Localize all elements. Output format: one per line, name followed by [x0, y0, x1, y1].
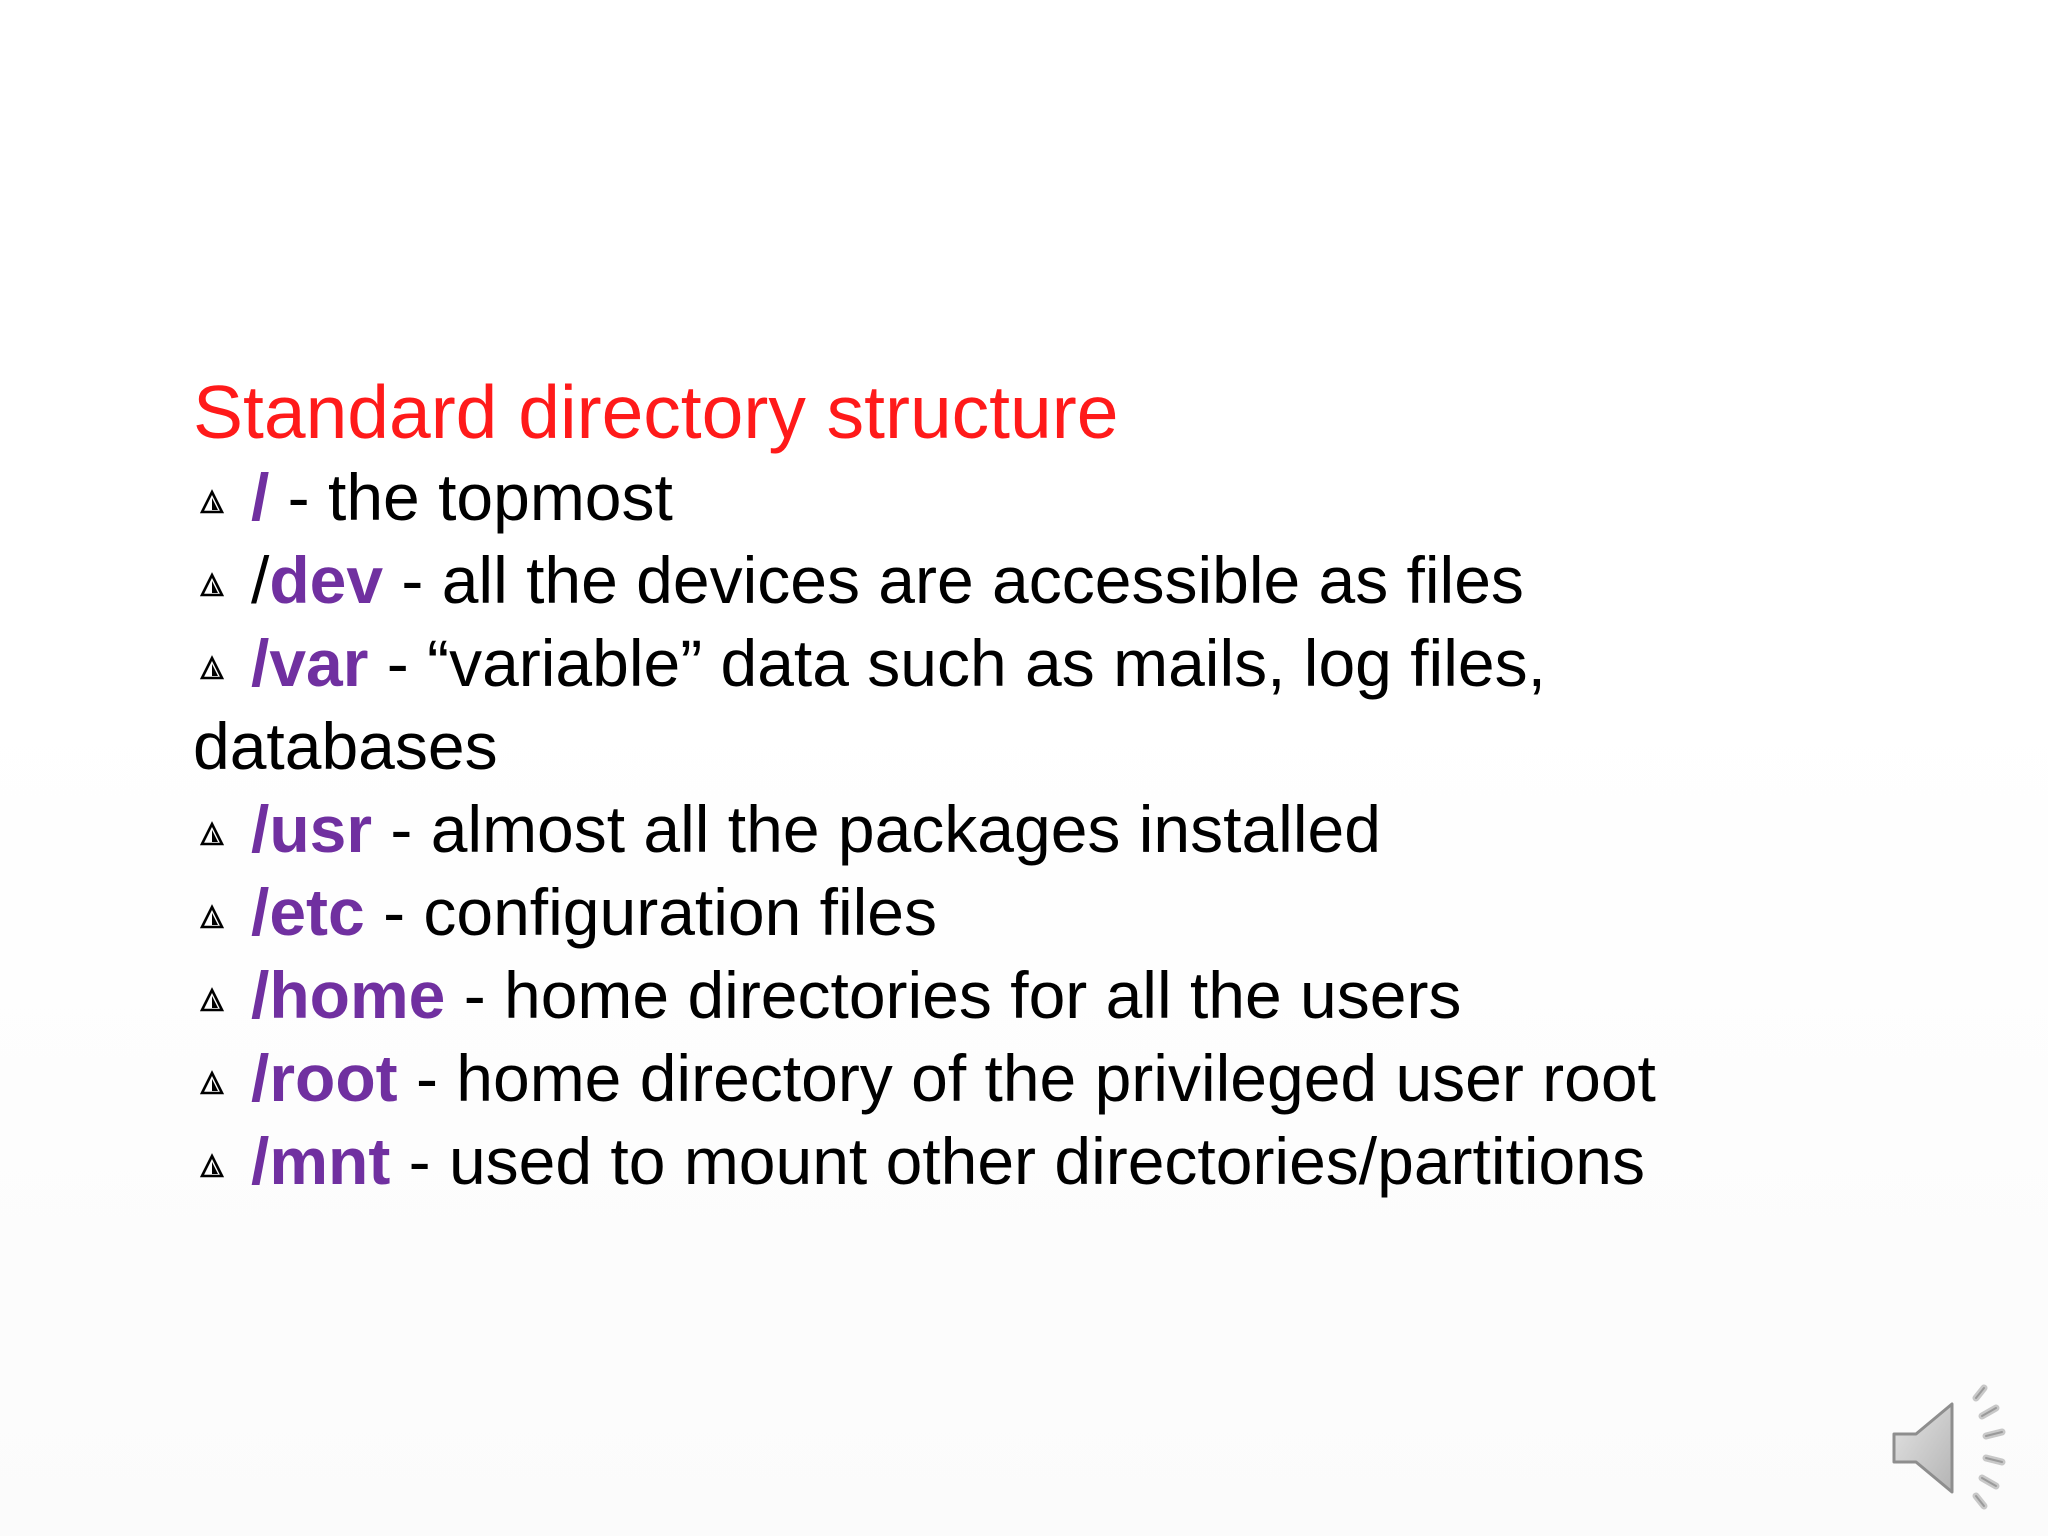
path-mnt: /mnt — [251, 1124, 391, 1198]
delta-triangle-icon — [199, 987, 225, 1013]
path-dev-prefix: / — [251, 543, 270, 617]
bullet-mnt — [193, 1120, 1843, 1203]
delta-triangle-icon — [199, 1070, 225, 1096]
bullet-root-user — [193, 1037, 1843, 1120]
bullet-usr — [193, 788, 1843, 871]
path-root-user: /root — [251, 1041, 398, 1115]
bullet-root — [193, 456, 1843, 539]
delta-triangle-icon — [199, 904, 225, 930]
desc-dev: - all the devices are accessible as files — [383, 543, 1524, 617]
path-home: /home — [251, 958, 446, 1032]
speaker-icon[interactable] — [1886, 1376, 2026, 1516]
slide-title: Standard directory structure — [193, 370, 1119, 454]
desc-etc: - configuration files — [364, 875, 938, 949]
delta-triangle-icon — [199, 572, 225, 598]
path-dev: dev — [269, 543, 384, 617]
slide-content — [193, 368, 1843, 1203]
delta-triangle-icon — [199, 1153, 225, 1179]
path-var: /var — [251, 626, 369, 700]
path-root: / — [251, 460, 270, 534]
bullet-list — [193, 456, 1843, 1203]
bullet-etc — [193, 871, 1843, 954]
delta-triangle-icon — [199, 655, 225, 681]
bullet-dev — [193, 539, 1843, 622]
desc-root-user: - home directory of the privileged user root — [397, 1041, 1656, 1115]
delta-triangle-icon — [199, 821, 225, 847]
desc-usr: - almost all the packages installed — [372, 792, 1381, 866]
bullet-home — [193, 954, 1843, 1037]
desc-root: - the topmost — [269, 460, 673, 534]
bullet-var — [193, 622, 1783, 788]
path-etc: /etc — [251, 875, 365, 949]
desc-home: - home directories for all the users — [445, 958, 1462, 1032]
desc-mnt: - used to mount other directories/partitions — [390, 1124, 1645, 1198]
delta-triangle-icon — [199, 489, 225, 515]
path-usr: /usr — [251, 792, 373, 866]
desc-var: - “variable” data such as mails, log files, databases — [193, 626, 1546, 783]
